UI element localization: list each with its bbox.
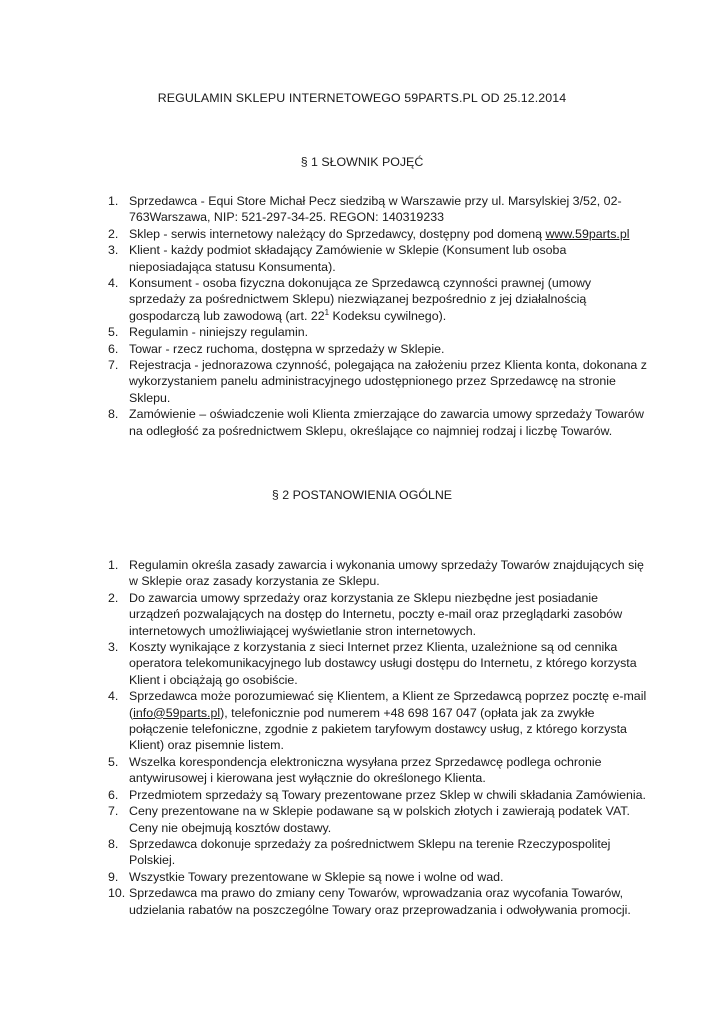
item-number: 1.	[108, 194, 119, 208]
list-item	[108, 787, 648, 803]
list-item	[108, 836, 648, 869]
item-number: 6.	[108, 341, 119, 356]
list-item	[108, 275, 648, 324]
item-text: Sprzedawca - Equi Store Michał Pecz siedzibą w Warszawie przy ul. Marsylskiej 3/52, 02-763Warszawa, NIP: 521-297-34-25. REGON: 140319233	[129, 194, 622, 225]
item-number: 10.	[108, 886, 126, 901]
list-item	[108, 885, 648, 918]
list-item	[108, 324, 648, 340]
item-number: 5.	[108, 754, 119, 769]
list-item	[108, 341, 648, 357]
item-text: Sprzedawca ma prawo do zmiany ceny Towarów, wprowadzania oraz wycofania Towarów, udzielania rabatów na poszczególne Towary oraz przeprowadzania i odwoływania promocji.	[129, 886, 631, 917]
item-number: 5.	[108, 325, 119, 340]
section-1-list	[108, 193, 648, 439]
document-title: REGULAMIN SKLEPU INTERNETOWEGO 59PARTS.PL OD 25.12.2014	[157, 91, 567, 105]
item-number: 9.	[108, 869, 119, 884]
list-item	[108, 242, 648, 275]
section-1-heading: § 1 SŁOWNIK POJĘĆ	[300, 155, 424, 169]
list-item	[108, 639, 648, 688]
item-text: Wszelka korespondencja elektroniczna wysyłana przez Sprzedawcę podlega ochronie antywirusowej i kierowana jest wyłącznie do określonego Klienta.	[129, 754, 602, 786]
list-item	[108, 557, 648, 590]
item-text: Koszty wynikające z korzystania z sieci Internet przez Klienta, uzależnione są od cennika operatora telekomunikacyjnego lub dostawcy usługi dostępu do Internetu, z którego korzysta Klient i obciążają go osobiście.	[129, 640, 637, 687]
item-text-continued: Kodeksu cywilnego).	[329, 308, 447, 323]
item-number: 4.	[108, 276, 119, 291]
list-item	[108, 754, 648, 787]
list-item	[108, 357, 648, 406]
item-number: 6.	[108, 787, 119, 802]
list-item	[108, 803, 648, 836]
superscript: 1	[324, 307, 330, 317]
item-text: Regulamin - niniejszy regulamin.	[129, 325, 309, 340]
list-item	[108, 869, 648, 885]
list-item	[108, 226, 648, 242]
item-text: Sklep - serwis internetowy należący do Sprzedawcy, dostępny pod domeną	[129, 226, 546, 241]
item-number: 8.	[108, 836, 119, 851]
item-text: Sprzedawca dokonuje sprzedaży za pośrednictwem Sklepu na terenie Rzeczypospolitej Polskiej.	[129, 836, 611, 868]
item-number: 7.	[108, 804, 119, 819]
section-2-heading: § 2 POSTANOWIENIA OGÓLNE	[271, 488, 453, 502]
website-link[interactable]: www.59parts.pl	[545, 226, 630, 241]
item-text: Przedmiotem sprzedaży są Towary prezentowane przez Sklep w chwili składania Zamówienia.	[129, 787, 646, 802]
item-number: 1.	[108, 558, 119, 572]
item-text: Rejestracja - jednorazowa czynność, polegająca na założeniu przez Klienta konta, dokonana z wykorzystaniem panelu administracyjnego udostępnionego przez Sprzedawcę na stronie Sklepu.	[129, 358, 647, 405]
item-text: Ceny prezentowane na w Sklepie podawane są w polskich złotych i zawierają podatek VAT. Ceny nie obejmują kosztów dostawy.	[129, 804, 630, 835]
email-link[interactable]: info@59parts.pl	[133, 705, 221, 720]
list-item	[108, 406, 648, 439]
item-number: 2.	[108, 226, 119, 241]
item-text: Wszystkie Towary prezentowane w Sklepie są nowe i wolne od wad.	[129, 869, 504, 884]
list-item	[108, 590, 648, 639]
item-text: Towar - rzecz ruchoma, dostępna w sprzedaży w Sklepie.	[129, 341, 445, 356]
item-number: 7.	[108, 358, 119, 373]
item-number: 8.	[108, 407, 119, 422]
item-number: 2.	[108, 590, 119, 605]
list-item	[108, 688, 648, 754]
item-text: Konsument - osoba fizyczna dokonująca ze Sprzedawcą czynności prawnej (umowy sprzedaży za pośrednictwem Sklepu) niezwiązanej bezpośrednio z jej działalnością gospodarczą lub zawodową (art. 22	[129, 276, 592, 323]
item-number: 4.	[108, 689, 119, 704]
item-text: Do zawarcia umowy sprzedaży oraz korzystania ze Sklepu niezbędne jest posiadanie urządzeń pozwalających na dostęp do Internetu, poczty e-mail oraz przeglądarki zasobów internetowych umożliwiającej wyświetlanie stron internetowych.	[129, 590, 623, 638]
item-text: Zamówienie – oświadczenie woli Klienta zmierzające do zawarcia umowy sprzedaży Towarów na odległość za pośrednictwem Sklepu, określające co najmniej rodzaj i liczbę Towarów.	[129, 407, 644, 438]
item-text: Sprzedawca może porozumiewać się Klientem, a Klient ze Sprzedawcą poprzez pocztę e-mail (	[129, 689, 647, 720]
list-item	[108, 193, 648, 226]
section-2-list	[108, 557, 648, 918]
item-number: 3.	[108, 243, 119, 258]
item-text-continued: ), telefonicznie pod numerem +48 698 167 047 (opłata jak za zwykłe połączenie telefoniczne, zgodnie z pakietem taryfowym dostawcy usług, z którego korzysta Klient) oraz pisemnie listem.	[129, 705, 627, 753]
item-number: 3.	[108, 640, 119, 655]
item-text: Regulamin określa zasady zawarcia i wykonania umowy sprzedaży Towarów znajdujących się w Sklepie oraz zasady korzystania ze Sklepu.	[129, 558, 644, 589]
item-text: Klient - każdy podmiot składający Zamówienie w Sklepie (Konsument lub osoba nieposiadająca statusu Konsumenta).	[129, 243, 567, 274]
